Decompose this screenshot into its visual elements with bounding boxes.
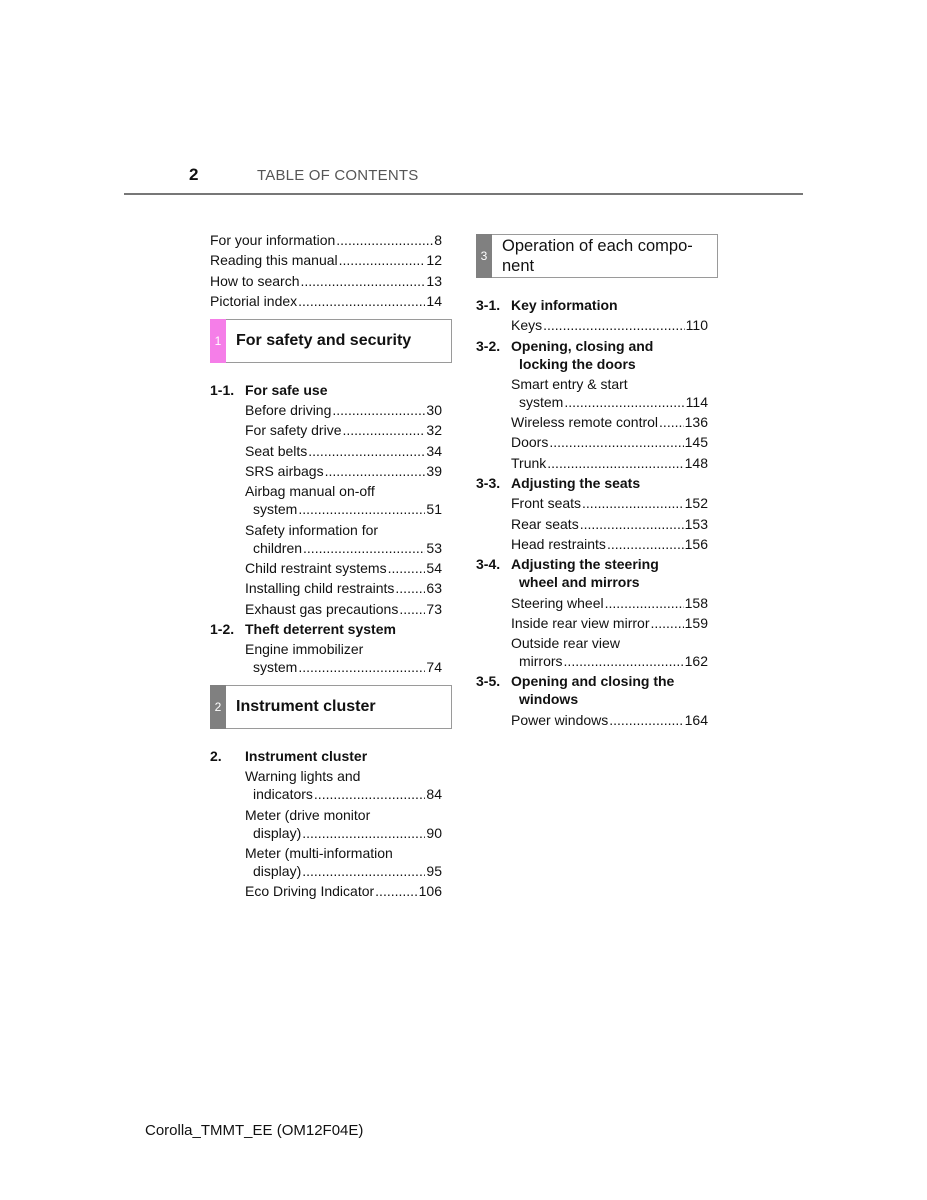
- toc-entry[interactable]: Trunk ..... 148: [511, 454, 708, 472]
- page-header: [124, 163, 803, 195]
- chapter-header-1[interactable]: [210, 319, 452, 363]
- page-footer: Corolla_TMMT_EE (OM12F04E): [145, 1122, 364, 1139]
- chapter-header-2[interactable]: [210, 685, 452, 729]
- toc-entry[interactable]: For your information ..... 8: [210, 231, 442, 249]
- toc-entry[interactable]: Steering wheel ..... 158: [511, 594, 708, 612]
- toc-entry[interactable]: How to search ..... 13: [210, 272, 442, 290]
- toc-entry[interactable]: Installing child restraints ..... 63: [245, 579, 442, 597]
- toc-entry[interactable]: Keys ..... 110: [511, 316, 708, 334]
- toc-entry[interactable]: SRS airbags ..... 39: [245, 462, 442, 480]
- section-heading[interactable]: 3-4. Adjusting the steering wheel and mirrors: [476, 556, 659, 591]
- toc-entry[interactable]: Eco Driving Indicator ..... 106: [245, 882, 442, 900]
- toc-entry[interactable]: Wireless remote control ..... 136: [511, 413, 708, 431]
- page-number: 2: [189, 165, 199, 184]
- toc-entry[interactable]: Front seats ..... 152: [511, 494, 708, 512]
- section-heading[interactable]: 3-3. Adjusting the seats: [476, 475, 641, 492]
- section-heading[interactable]: 1-1. For safe use: [210, 381, 328, 398]
- toc-entry[interactable]: Airbag manual on-off system ..... 51: [245, 482, 442, 518]
- toc-entry[interactable]: Exhaust gas precautions ..... 73: [245, 600, 442, 618]
- chapter-header-3[interactable]: [476, 234, 718, 278]
- section-heading[interactable]: 3-2. Opening, closing and locking the doors: [476, 337, 654, 372]
- chapter-tab-3: 3: [476, 234, 492, 278]
- toc-entry[interactable]: Meter (drive monitor display) ..... 90: [245, 806, 442, 842]
- chapter-tab-2: 2: [210, 685, 226, 729]
- toc-entry[interactable]: Engine immobilizer system ..... 74: [245, 640, 442, 676]
- chapter-title: Operation of each compo- nent: [502, 237, 693, 275]
- toc-entry[interactable]: Head restraints ..... 156: [511, 535, 708, 553]
- toc-entry[interactable]: Doors ..... 145: [511, 433, 708, 451]
- toc-entry[interactable]: Outside rear view mirrors ..... 162: [511, 634, 708, 670]
- toc-entry[interactable]: Inside rear view mirror ..... 159: [511, 614, 708, 632]
- toc-entry[interactable]: Smart entry & start system ..... 114: [511, 375, 708, 411]
- chapter-tab-1: 1: [210, 319, 226, 363]
- toc-left-column: [210, 231, 442, 903]
- toc-entry[interactable]: Seat belts ..... 34: [245, 442, 442, 460]
- header-title: TABLE OF CONTENTS: [257, 167, 419, 184]
- toc-entry[interactable]: Pictorial index ..... 14: [210, 292, 442, 310]
- section-heading[interactable]: 3-5. Opening and closing the windows: [476, 673, 675, 708]
- section-heading[interactable]: 1-2. Theft deterrent system: [210, 620, 396, 637]
- section-heading[interactable]: 2. Instrument cluster: [210, 748, 368, 765]
- toc-entry[interactable]: Child restraint systems ..... 54: [245, 559, 442, 577]
- toc-right-column: [476, 231, 708, 731]
- toc-entry[interactable]: Power windows ..... 164: [511, 711, 708, 729]
- toc-entry[interactable]: Meter (multi-information display) ..... 95: [245, 844, 442, 880]
- chapter-title: For safety and security: [236, 331, 412, 349]
- toc-entry[interactable]: Warning lights and indicators ..... 84: [245, 767, 442, 803]
- toc-entry[interactable]: For safety drive ..... 32: [245, 421, 442, 439]
- toc-entry[interactable]: Rear seats ..... 153: [511, 515, 708, 533]
- toc-entry[interactable]: Reading this manual ..... 12: [210, 251, 442, 269]
- section-heading[interactable]: 3-1. Key information: [476, 297, 618, 313]
- toc-entry[interactable]: Safety information for children ..... 53: [245, 521, 442, 557]
- chapter-title: Instrument cluster: [236, 698, 376, 716]
- toc-entry[interactable]: Before driving ..... 30: [245, 401, 442, 419]
